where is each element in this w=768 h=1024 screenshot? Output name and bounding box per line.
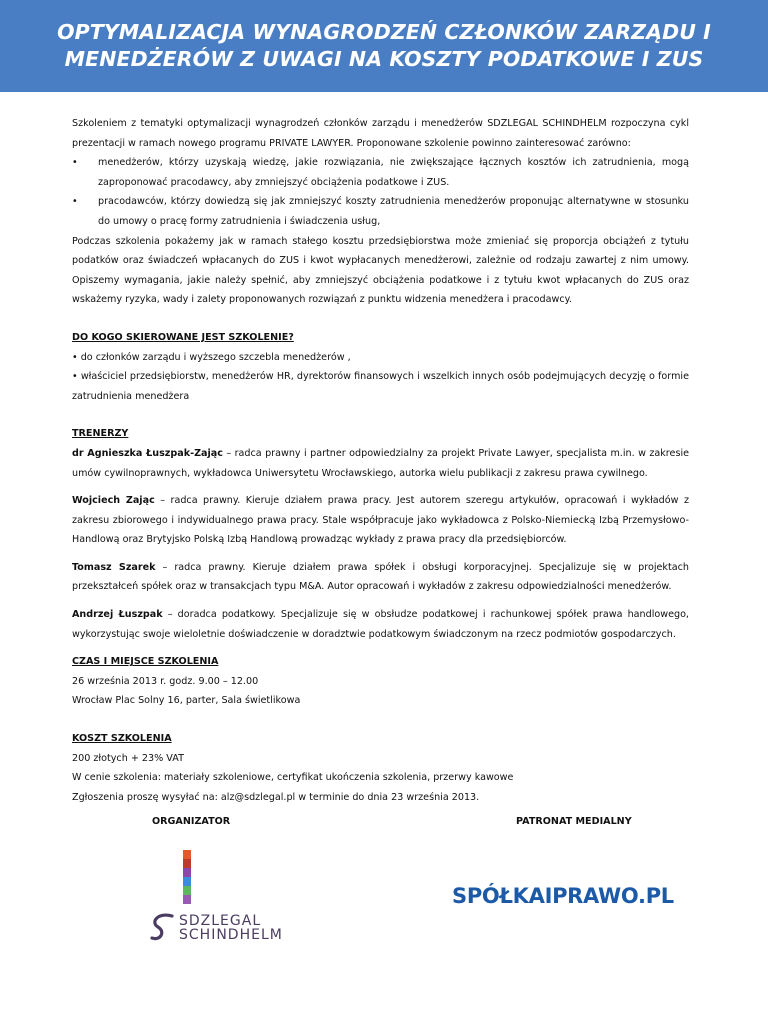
trainer-name: Andrzej Łuszpak	[72, 609, 163, 621]
trainer-entry	[72, 558, 689, 597]
sdz-logo-line2: SCHINDHELM	[179, 927, 283, 943]
trainer-description: – radca prawny i partner odpowiedzialny za projekt Private Lawyer, specjalista m.in. w zakresie umów cywilnoprawnych, wykładowca Uniwersytetu Wrocławskiego, autorka wielu publikacji z zakresu prawa cywilnego.	[72, 447, 690, 479]
training-price: 200 złotych + 23% VAT	[72, 752, 184, 764]
sdzlegal-logo	[148, 850, 283, 946]
logo-color-bar	[183, 859, 191, 868]
cost-heading: KOSZT SZKOLENIA	[72, 733, 172, 745]
training-place: Wrocław Plac Solny 16, parter, Sala świetlikowa	[72, 695, 301, 707]
trainer-description: – radca prawny. Kieruje działem prawa pracy. Jest autorem szeregu artykułów, opracowań i wykładów z zakresu zbiorowego i indywidualnego prawa pracy. Stale współpracuje jako wykładowca z Polsko-Niemiecką Izbą Przemysłowo-Handlową oraz Brytyjsko Polską Izbą Handlową prowadząc wykłady z prawa pracy dla przedsiębiorców.	[72, 495, 689, 546]
spolka-i-prawo-logo: SPÓŁKAIPRAWO.PL	[452, 884, 674, 908]
document-body	[72, 114, 689, 807]
signup-info: Zgłoszenia proszę wysyłać na: alz@sdzlegal.pl w terminie do dnia 23 września 2013.	[72, 791, 480, 803]
intro-bullet-list	[72, 153, 689, 231]
logo-color-bar	[183, 895, 191, 904]
trainer-entry	[72, 444, 689, 483]
trainer-name: dr Agnieszka Łuszpak-Zając	[72, 447, 223, 459]
logo-color-bar	[183, 877, 191, 886]
trainer-name: Wojciech Zając	[72, 495, 155, 507]
audience-item: • właściciel przedsiębiorstw, menedżerów HR, dyrektorów finansowych i wszelkich innych osób podejmujących decyzję o formie zatrudnienia menedżera	[72, 371, 689, 402]
title-line-2: MENEDŻERÓW Z UWAGI NA KOSZTY PODATKOWE I ZUS	[64, 47, 704, 71]
intro-bullet: • pracodawców, którzy dowiedzą się jak zmniejszyć koszty zatrudnienia menedżerów proponując alternatywne w stosunku do umowy o pracę formy zatrudnienia i świadczenia usług,	[72, 192, 689, 231]
logo-color-bar	[183, 886, 191, 895]
trainer-description: – radca prawny. Kieruje działem prawa spółek i obsługi korporacyjnej. Specjalizuje się w projektach przekształceń spółek oraz w transakcjach typu M&A. Autor opracowań i wykładów z zakresu odpowiedzialności menedżerów.	[72, 561, 689, 593]
training-date: 26 września 2013 r. godz. 9.00 – 12.00	[72, 675, 259, 687]
intro-closing-paragraph: Podczas szkolenia pokażemy jak w ramach stałego kosztu przedsiębiorstwa może zmieniać się proporcja obciążeń z tytułu podatków oraz świadczeń wpłacanych do ZUS i kwot wypłacanych menedżerowi, zależnie od rodzaju zawartej z nim umowy. Opiszemy wymagania, jakie należy spełnić, aby zmniejszyć obciążenia podatkowe i z tytułu kwot wpłacanych do ZUS oraz wskażemy ryzyka, wady i zalety proponowanych rozwiązań z punktu widzenia menedżera i pracodawcy.	[72, 235, 689, 306]
intro-paragraph: Szkoleniem z tematyki optymalizacji wynagrodzeń członków zarządu i menedżerów SDZLEGAL SCHINDHELM rozpoczyna cykl prezentacji w ramach nowego programu PRIVATE LAWYER. Proponowane szkolenie powinno zainteresować zarówno:	[72, 118, 689, 149]
price-includes: W cenie szkolenia: materiały szkoleniowe, certyfikat ukończenia szkolenia, przerwy kawowe	[72, 772, 514, 784]
audience-heading: DO KOGO SKIEROWANE JEST SZKOLENIE?	[72, 331, 294, 343]
trainers-heading: TRENERZY	[72, 428, 129, 440]
sdz-swirl-icon	[148, 910, 178, 944]
trainer-name: Tomasz Szarek	[72, 561, 156, 573]
sdz-logo-line1: SDZLEGAL	[179, 913, 262, 929]
patron-label: PATRONAT MEDIALNY	[516, 816, 632, 827]
logo-color-bar	[183, 868, 191, 877]
time-place-heading: CZAS I MIEJSCE SZKOLENIA	[72, 656, 219, 668]
trainer-entry	[72, 605, 689, 644]
logo-color-bar	[183, 850, 191, 859]
title-line-1: OPTYMALIZACJA WYNAGRODZEŃ CZŁONKÓW ZARZĄDU I	[57, 20, 711, 44]
intro-bullet: • menedżerów, którzy uzyskają wiedzę, jakie rozwiązania, nie zwiększające łącznych kosztów ich zatrudnienia, mogą zaproponować pracodawcy, aby zmniejszyć obciążenia podatkowe i ZUS.	[72, 153, 689, 192]
audience-item: • do członków zarządu i wyższego szczebla menedżerów ,	[72, 351, 351, 363]
trainer-entry	[72, 491, 689, 550]
trainer-description: – doradca podatkowy. Specjalizuje się w obsłudze podatkowej i rachunkowej spółek prawa handlowego, wykorzystując swoje wieloletnie doświadczenie w doradztwie podatkowym świadczonym na rzecz podmiotów gospodarczych.	[72, 609, 689, 640]
organizer-label: ORGANIZATOR	[152, 816, 231, 827]
title-banner	[0, 0, 768, 92]
